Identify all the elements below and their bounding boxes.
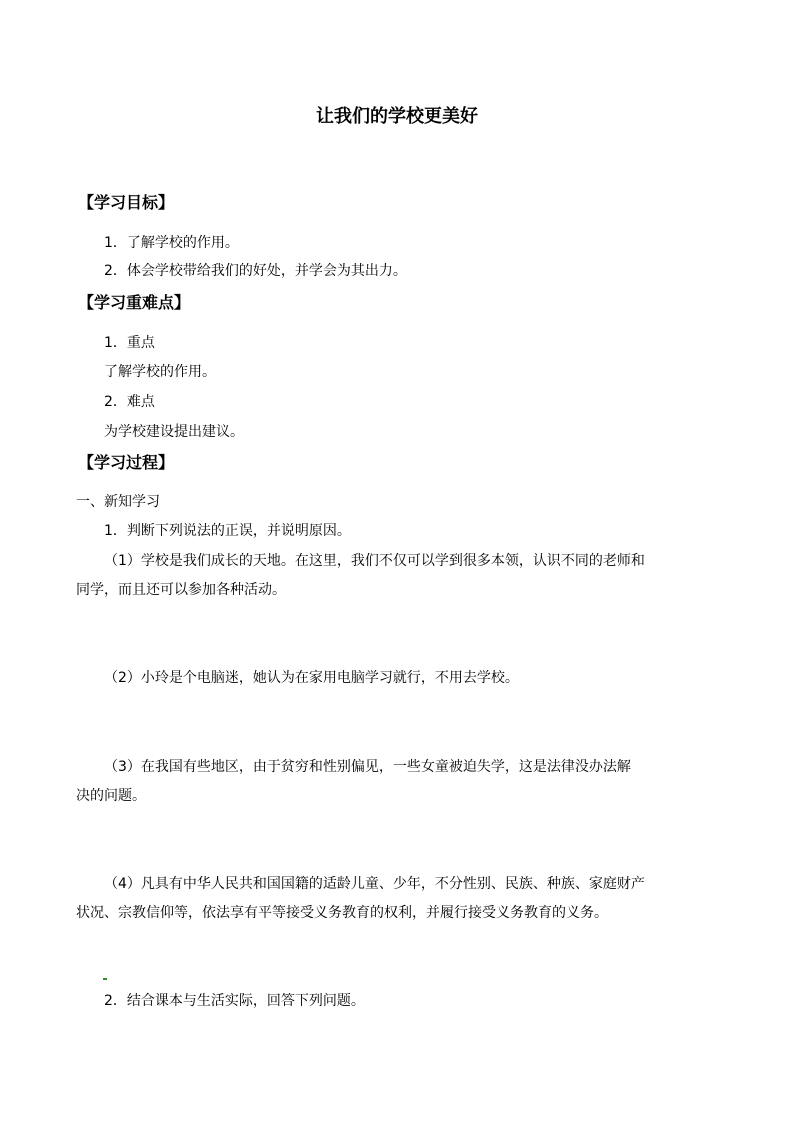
section-heading-key-points: 【学习重难点】 <box>78 293 191 312</box>
statement-4-line: （4）凡具有中华人民共和国国籍的适龄儿童、少年，不分性别、民族、种族、家庭财产 <box>104 876 645 892</box>
key-point-label: 2．难点 <box>104 394 155 410</box>
key-point-text: 为学校建设提出建议。 <box>104 424 244 440</box>
question-2: 2．结合课本与生活实际，回答下列问题。 <box>104 993 365 1009</box>
statement-3-line: 决的问题。 <box>76 788 146 804</box>
key-point-label: 1．重点 <box>104 335 155 351</box>
part-heading: 一、新知学习 <box>76 494 160 510</box>
statement-1-line: （1）学校是我们成长的天地。在这里，我们不仅可以学到很多本领，认识不同的老师和 <box>104 553 645 569</box>
goal-item: 2．体会学校带给我们的好处，并学会为其出力。 <box>104 263 407 279</box>
statement-2-line: （2）小玲是个电脑迷，她认为在家用电脑学习就行，不用去学校。 <box>104 670 519 686</box>
statement-3-line: （3）在我国有些地区，由于贫穷和性别偏见，一些女童被迫失学，这是法律没办法解 <box>104 759 631 775</box>
question-1: 1．判断下列说法的正误，并说明原因。 <box>104 523 351 539</box>
statement-4-line: 状况、宗教信仰等，依法享有平等接受义务教育的权利，并履行接受义务教育的义务。 <box>76 905 608 921</box>
stray-mark <box>103 978 107 980</box>
page-title: 让我们的学校更美好 <box>316 106 478 127</box>
key-point-text: 了解学校的作用。 <box>104 364 216 380</box>
section-heading-process: 【学习过程】 <box>78 453 175 472</box>
goal-item: 1．了解学校的作用。 <box>104 235 239 251</box>
section-heading-goals: 【学习目标】 <box>78 193 175 212</box>
statement-1-line: 同学，而且还可以参加各种活动。 <box>76 582 286 598</box>
